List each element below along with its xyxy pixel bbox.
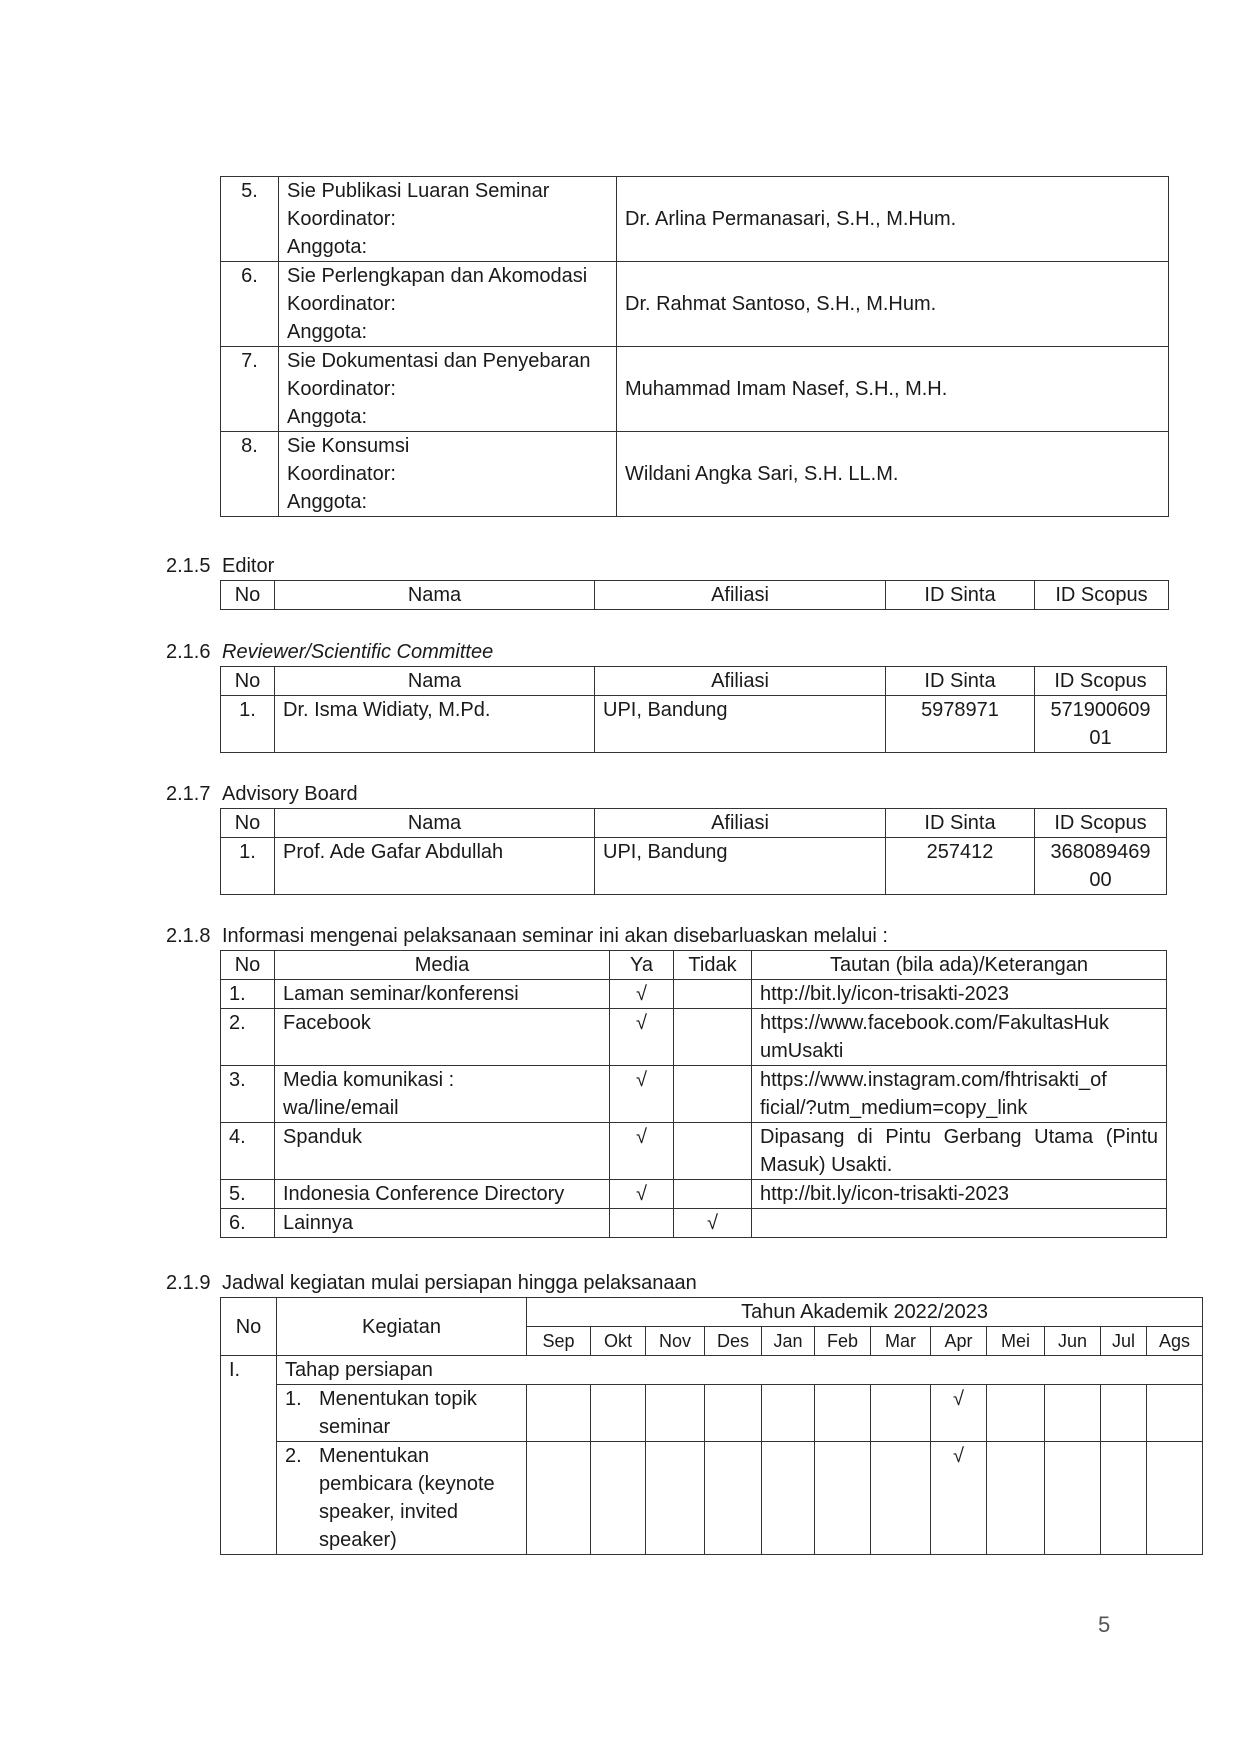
media-link: https://www.instagram.com/fhtrisakti_of ficial/?utm_medium=copy_link [752, 1066, 1167, 1123]
month-header: Mei [987, 1327, 1045, 1356]
schedule-mark [815, 1385, 871, 1442]
col-no: No [221, 809, 275, 838]
check-ya [610, 1209, 674, 1238]
month-header: Des [705, 1327, 762, 1356]
section-reviewer-heading: 2.1.6 Reviewer/Scientific Committee [166, 641, 494, 663]
table-row: 1. Prof. Ade Gafar Abdullah UPI, Bandung 257412 368089469 00 [221, 838, 1167, 895]
committee-section: Sie Perlengkapan dan Akomodasi Koordinator: Anggota: [279, 262, 617, 347]
schedule-mark [1045, 1385, 1101, 1442]
committee-coordinator: Wildani Angka Sari, S.H. LL.M. [617, 432, 1169, 517]
schedule-mark [762, 1385, 815, 1442]
media-link: https://www.facebook.com/FakultasHuk umUsakti [752, 1009, 1167, 1066]
schedule-mark [871, 1385, 931, 1442]
check-tidak [674, 1180, 752, 1209]
schedule-mark [1101, 1442, 1147, 1555]
schedule-mark [1147, 1385, 1203, 1442]
media-table [220, 950, 1167, 1238]
month-header: Apr [931, 1327, 987, 1356]
col-afiliasi: Afiliasi [595, 581, 886, 610]
check-tidak [674, 1123, 752, 1180]
schedule-table [220, 1297, 1203, 1555]
schedule-phase-row: I. Tahap persiapan [221, 1356, 1203, 1385]
media-link: http://bit.ly/icon-trisakti-2023 [752, 1180, 1167, 1209]
committee-coordinator: Dr. Rahmat Santoso, S.H., M.Hum. [617, 262, 1169, 347]
advisory-table [220, 808, 1167, 895]
editor-header-row [221, 581, 1169, 610]
schedule-mark: √ [931, 1442, 987, 1555]
committee-row [221, 432, 1169, 517]
col-scopus: ID Scopus [1035, 667, 1167, 696]
schedule-mark [1101, 1385, 1147, 1442]
schedule-mark [705, 1385, 762, 1442]
schedule-mark [815, 1442, 871, 1555]
schedule-mark [987, 1442, 1045, 1555]
reviewer-header-row [221, 667, 1167, 696]
schedule-header-row: No Kegiatan Tahun Akademik 2022/2023 [221, 1298, 1203, 1327]
schedule-mark [987, 1385, 1045, 1442]
media-link: http://bit.ly/icon-trisakti-2023 [752, 980, 1167, 1009]
month-header: Jul [1101, 1327, 1147, 1356]
schedule-mark [591, 1442, 646, 1555]
committee-table [220, 176, 1169, 517]
committee-section: Sie Dokumentasi dan Penyebaran Koordinator: Anggota: [279, 347, 617, 432]
check-ya: √ [610, 1066, 674, 1123]
committee-coordinator: Dr. Arlina Permanasari, S.H., M.Hum. [617, 177, 1169, 262]
activity-cell: 2. Menentukan pembicara (keynote speaker, invited speaker) [277, 1442, 527, 1555]
month-header: Sep [527, 1327, 591, 1356]
col-scopus: ID Scopus [1035, 581, 1169, 610]
section-media-heading: 2.1.8 Informasi mengenai pelaksanaan seminar ini akan disebarluaskan melalui : [166, 925, 888, 947]
media-link [752, 1209, 1167, 1238]
month-header: Ags [1147, 1327, 1203, 1356]
month-header: Okt [591, 1327, 646, 1356]
schedule-mark [871, 1442, 931, 1555]
committee-no: 7. [221, 347, 279, 432]
col-sinta: ID Sinta [886, 667, 1035, 696]
committee-row [221, 347, 1169, 432]
committee-no: 6. [221, 262, 279, 347]
schedule-mark [762, 1442, 815, 1555]
editor-table [220, 580, 1169, 610]
media-row: 2. Facebook √ https://www.facebook.com/FakultasHuk umUsakti [221, 1009, 1167, 1066]
schedule-activity-row [221, 1442, 1203, 1555]
col-afiliasi: Afiliasi [595, 667, 886, 696]
committee-coordinator: Muhammad Imam Nasef, S.H., M.H. [617, 347, 1169, 432]
check-ya: √ [610, 980, 674, 1009]
schedule-mark [527, 1385, 591, 1442]
media-header-row: No Media Ya Tidak Tautan (bila ada)/Keterangan [221, 951, 1167, 980]
col-no: No [221, 581, 275, 610]
schedule-mark [705, 1442, 762, 1555]
col-sinta: ID Sinta [886, 581, 1035, 610]
media-link: Dipasang di Pintu Gerbang Utama (Pintu Masuk) Usakti. [752, 1123, 1167, 1180]
schedule-mark [591, 1385, 646, 1442]
media-row: 4. Spanduk √ Dipasang di Pintu Gerbang Utama (Pintu Masuk) Usakti. [221, 1123, 1167, 1180]
page-number: 5 [1098, 1612, 1111, 1637]
media-row: 6. Lainnya √ [221, 1209, 1167, 1238]
reviewer-table [220, 666, 1167, 753]
media-row: 3. Media komunikasi : wa/line/email √ https://www.instagram.com/fhtrisakti_of ficial/?utm_medium=copy_link [221, 1066, 1167, 1123]
committee-no: 5. [221, 177, 279, 262]
section-advisory-heading: 2.1.7 Advisory Board [166, 783, 358, 805]
month-header: Jan [762, 1327, 815, 1356]
media-row: 1. Laman seminar/konferensi √ http://bit.ly/icon-trisakti-2023 [221, 980, 1167, 1009]
schedule-mark [1147, 1442, 1203, 1555]
committee-section: Sie Publikasi Luaran Seminar Koordinator: Anggota: [279, 177, 617, 262]
schedule-mark [527, 1442, 591, 1555]
committee-row [221, 262, 1169, 347]
committee-row [221, 177, 1169, 262]
col-no: No [221, 667, 275, 696]
col-afiliasi: Afiliasi [595, 809, 886, 838]
col-nama: Nama [275, 667, 595, 696]
col-scopus: ID Scopus [1035, 809, 1167, 838]
check-tidak: √ [674, 1209, 752, 1238]
table-row: 1. Dr. Isma Widiaty, M.Pd. UPI, Bandung 5978971 571900609 01 [221, 696, 1167, 753]
col-sinta: ID Sinta [886, 809, 1035, 838]
check-tidak [674, 1066, 752, 1123]
check-tidak [674, 1009, 752, 1066]
check-ya: √ [610, 1180, 674, 1209]
month-header: Mar [871, 1327, 931, 1356]
schedule-activity-row [221, 1385, 1203, 1442]
activity-cell: 1. Menentukan topik seminar [277, 1385, 527, 1442]
check-ya: √ [610, 1009, 674, 1066]
schedule-mark [646, 1385, 705, 1442]
schedule-mark [1045, 1442, 1101, 1555]
month-header: Nov [646, 1327, 705, 1356]
schedule-mark [646, 1442, 705, 1555]
col-nama: Nama [275, 581, 595, 610]
media-row: 5. Indonesia Conference Directory √ http://bit.ly/icon-trisakti-2023 [221, 1180, 1167, 1209]
col-nama: Nama [275, 809, 595, 838]
schedule-mark: √ [931, 1385, 987, 1442]
section-schedule-heading: 2.1.9 Jadwal kegiatan mulai persiapan hingga pelaksanaan [166, 1272, 697, 1294]
committee-section: Sie Konsumsi Koordinator: Anggota: [279, 432, 617, 517]
check-tidak [674, 980, 752, 1009]
committee-no: 8. [221, 432, 279, 517]
month-header: Feb [815, 1327, 871, 1356]
check-ya: √ [610, 1123, 674, 1180]
month-header: Jun [1045, 1327, 1101, 1356]
section-editor-heading: 2.1.5 Editor [166, 555, 275, 577]
advisory-header-row [221, 809, 1167, 838]
